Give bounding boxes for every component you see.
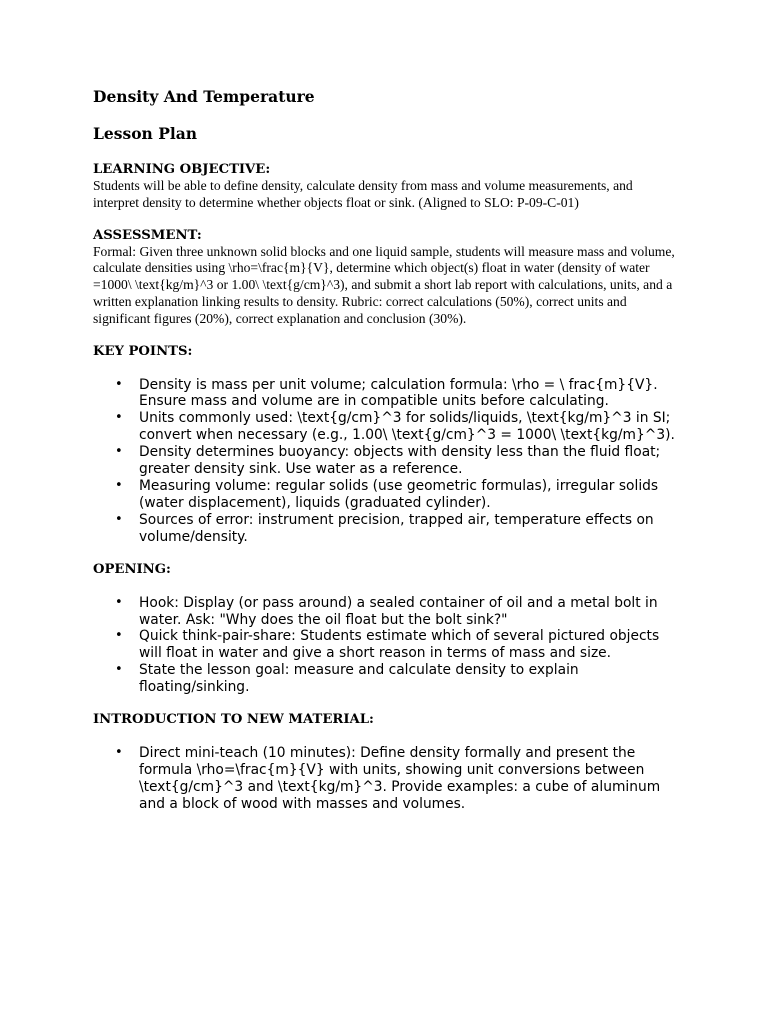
- bullet-icon: •: [115, 410, 123, 426]
- list-item: [93, 512, 678, 546]
- introduction-heading: INTRODUCTION TO NEW MATERIAL:: [93, 712, 374, 728]
- list-item: [93, 745, 678, 813]
- bullet-icon: •: [115, 662, 123, 678]
- key-points-section: [93, 343, 678, 546]
- document-title: Density And Temperature: [93, 87, 315, 106]
- opening-section: [93, 561, 678, 696]
- key-points-list: [93, 377, 678, 546]
- list-item: [93, 628, 678, 662]
- opening-heading: OPENING:: [93, 561, 171, 577]
- list-item-text: Density is mass per unit volume; calculation formula: \rho = \ frac{m}{V}. Ensure mass and volume are in compatible units before calculating.: [139, 376, 658, 410]
- list-item-text: State the lesson goal: measure and calculate density to explain floating/sinking.: [139, 662, 579, 696]
- list-item: [93, 662, 678, 696]
- bullet-icon: •: [115, 628, 123, 644]
- introduction-list: [93, 745, 678, 813]
- document-subtitle: Lesson Plan: [93, 124, 198, 143]
- list-item-text: Sources of error: instrument precision, trapped air, temperature effects on volume/density.: [139, 511, 654, 545]
- learning-objective-heading: LEARNING OBJECTIVE:: [93, 162, 271, 177]
- list-item-text: Direct mini-teach (10 minutes): Define density formally and present the formula \rho=\frac{m}{V} with units, showing unit conversions between \text{g/cm}^3 and \text{kg/m}^3. Provide examples: a cube of aluminum and a block of wood with masses and volumes.: [139, 745, 661, 812]
- bullet-icon: •: [115, 511, 123, 527]
- list-item: [93, 444, 678, 478]
- opening-list: [93, 595, 678, 696]
- key-points-heading: KEY POINTS:: [93, 343, 193, 359]
- document-page: [93, 86, 678, 813]
- list-item-text: Units commonly used: \text{g/cm}^3 for solids/liquids, \text{kg/m}^3 in SI; convert when necessary (e.g., 1.00\ \text{g/cm}^3 = 1000\ \text{kg/m}^3).: [139, 410, 675, 444]
- list-item: [93, 377, 678, 411]
- bullet-icon: •: [115, 745, 123, 761]
- bullet-icon: •: [115, 444, 123, 460]
- list-item: [93, 478, 678, 512]
- bullet-icon: •: [115, 594, 123, 610]
- list-item-text: Quick think-pair-share: Students estimate which of several pictured objects will float in water and give a short reason in terms of mass and size.: [139, 628, 660, 662]
- list-item-text: Measuring volume: regular solids (use geometric formulas), irregular solids (water displacement), liquids (graduated cylinder).: [139, 478, 659, 511]
- list-item-text: Density determines buoyancy: objects with density less than the fluid float; greater density sink. Use water as a reference.: [139, 444, 661, 478]
- list-item: [93, 410, 678, 444]
- assessment-text: Formal: Given three unknown solid blocks and one liquid sample, students will measure mass and volume, calculate densities using \rho=\frac{m}{V}, determine which object(s) float in water (density of water =1000\ \text{kg/m}^3 or 1.00\ \text{g/cm}^3), and submit a short lab report with calculations, units, and a written explanation linking results to density. Rubric: correct calculations (50%), correct units and significant figures (20%), correct explanation and conclusion (30%).: [93, 243, 675, 326]
- learning-objective-text: Students will be able to define density, calculate density from mass and volume measurements, and interpret density to determine whether objects float or sink. (Aligned to SLO: P-09-C-01): [93, 178, 633, 210]
- introduction-section: [93, 711, 678, 813]
- learning-objective-section: [93, 161, 678, 212]
- list-item-text: Hook: Display (or pass around) a sealed container of oil and a metal bolt in water. Ask: "Why does the oil float but the bolt sink?": [139, 594, 658, 628]
- assessment-heading: ASSESSMENT:: [93, 227, 202, 243]
- bullet-icon: •: [115, 478, 123, 494]
- list-item: [93, 595, 678, 629]
- bullet-icon: •: [115, 376, 123, 392]
- assessment-section: [93, 227, 678, 328]
